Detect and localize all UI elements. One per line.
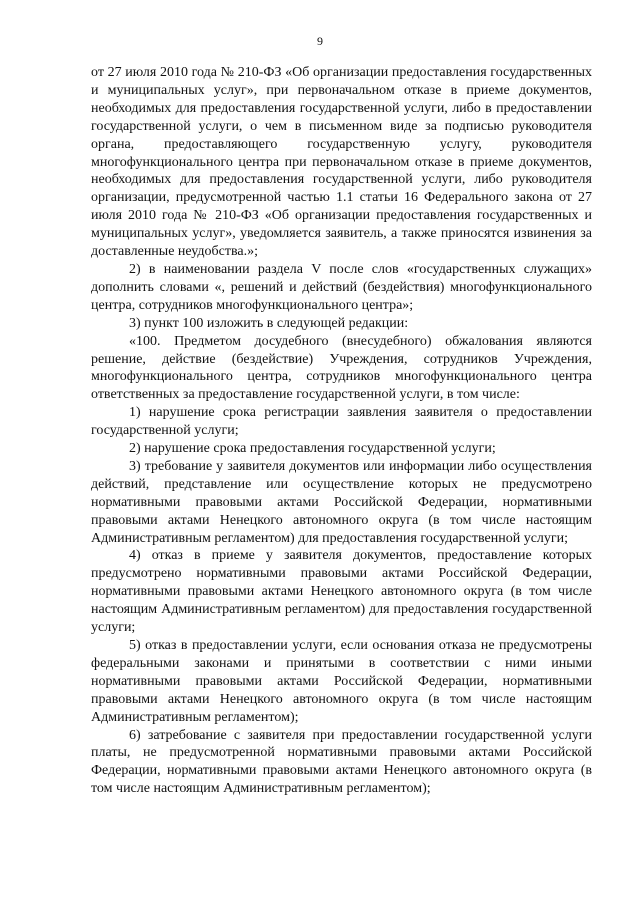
paragraph-subitem-4: 4) отказ в приеме у заявителя документов, предоставление которых предусмотрено нормативными правовыми актами Российской Федерации, нормативными правовыми актами Ненецкого автономного округа (в том числе настоящим Административным регламентом) для предоставления государственной услуги; — [91, 548, 592, 636]
paragraph-continuation: от 27 июля 2010 года № 210-ФЗ «Об организации предоставления государственных и муниципальных услуг», при первоначальном отказе в приеме документов, необходимых для предоставления государственной услуги, либо в предоставлении государственной услуги, о чем в письменном виде за подписью руководителя органа, предоставляющего государственную услугу, руководителя многофункционального центра при первоначальном отказе в приеме документов, необходимых для предоставления государственной услуги, либо руководителя организации, предусмотренной частью 1.1 статьи 16 Федерального закона от 27 июля 2010 года № 210-ФЗ «Об организации предоставления государственных и муниципальных услуг», уведомляется заявитель, а также приносятся извинения за доставленные неудобства.»; — [91, 65, 592, 260]
paragraph-subitem-1: 1) нарушение срока регистрации заявления заявителя о предоставлении государственной услуги; — [91, 405, 592, 439]
paragraph-subitem-6: 6) затребование с заявителя при предоставлении государственной услуги платы, не предусмотренной нормативными правовыми актами Российской Федерации, нормативными правовыми актами Ненецкого автономного округа (в том числе настоящим Административным регламентом); — [91, 727, 592, 797]
paragraph-subitem-3: 3) требование у заявителя документов или информации либо осуществления действий, представление или осуществление которых не предусмотрено нормативными правовыми актами Российской Федерации, нормативными правовыми актами Ненецкого автономного округа (в том числе настоящим Административным регламентом) для предоставления государственной услуги; — [91, 458, 592, 546]
paragraph-item-2-section-v-title: 2) в наименовании раздела V после слов «государственных служащих» дополнить словами «, решений и действий (бездействия) многофункционального центра, сотрудников многофункционального центра»; — [91, 261, 592, 313]
paragraph-subitem-5: 5) отказ в предоставлении услуги, если основания отказа не предусмотрены федеральными законами и принятыми в соответствии с ними иными нормативными правовыми актами Российской Федерации, нормативными правовыми актами Ненецкого автономного округа (в том числе настоящим Административным регламентом); — [91, 638, 592, 725]
page-number: 9 — [317, 34, 323, 48]
paragraph-subitem-2: 2) нарушение срока предоставления государственной услуги; — [129, 441, 496, 457]
paragraph-point-100-subject: «100. Предметом досудебного (внесудебного) обжалования являются решение, действие (бездействие) Учреждения, сотрудников Учреждения, многофункционального центра, сотрудников многофункционального центра ответственных за предоставление государственной услуги, в том числе: — [91, 333, 592, 403]
paragraph-item-3-point-100: 3) пункт 100 изложить в следующей редакции: — [129, 315, 409, 331]
document-body — [91, 64, 592, 798]
